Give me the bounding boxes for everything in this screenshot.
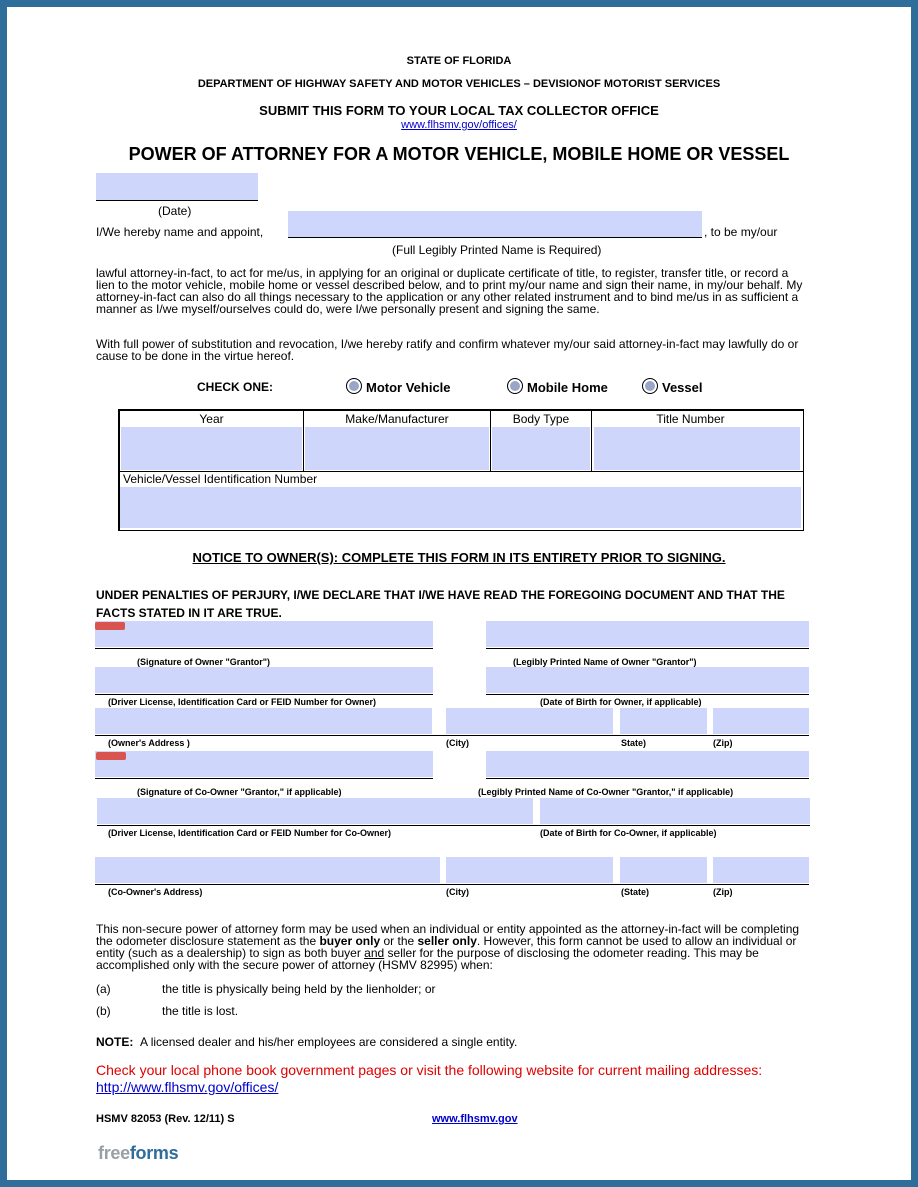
notice-to-owners: NOTICE TO OWNER(S): COMPLETE THIS FORM IN ITS ENTIRETY PRIOR TO SIGNING. [192, 550, 726, 565]
owner-state-field[interactable] [620, 708, 707, 734]
coowner-dob-field[interactable] [540, 798, 810, 824]
option-motor-vehicle[interactable] [346, 378, 451, 395]
odometer-text: This non-secure power of attorney form may be used when an individual or entity appointed as the attorney-in-fact will be completing the odometer disclosure statement as the [96, 922, 800, 948]
odometer-text: . However, this form cannot be used to allow an individual or entity (such as a dealership) to sign as both buyer [96, 934, 797, 960]
owner-zip-label: (Zip) [713, 738, 733, 748]
radio-icon[interactable] [346, 378, 362, 394]
freeforms-logo [98, 1143, 178, 1164]
owner-city-field[interactable] [446, 708, 613, 734]
offices-url-link[interactable]: http://www.flhsmv.gov/offices/ [96, 1079, 279, 1095]
underline [95, 884, 809, 885]
coowner-printed-name-field[interactable] [486, 751, 809, 777]
and-text: and [364, 946, 385, 960]
coowner-state-label: (State) [621, 887, 650, 897]
underline [486, 694, 809, 695]
underline [95, 778, 433, 779]
date-field[interactable] [96, 173, 258, 200]
option-mobile-home[interactable] [507, 378, 608, 395]
attorney-name-field[interactable] [288, 211, 702, 237]
seller-only-text: seller only [417, 934, 477, 948]
underline [486, 648, 809, 649]
submit-heading: SUBMIT THIS FORM TO YOUR LOCAL TAX COLLECTOR OFFICE [259, 103, 659, 118]
make-field[interactable] [305, 427, 489, 470]
underline [97, 825, 810, 826]
underline [486, 778, 809, 779]
logo-forms: forms [129, 1143, 179, 1163]
name-required-label: (Full Legibly Printed Name is Required) [392, 243, 602, 257]
option-vessel-label: Vessel [662, 380, 703, 395]
coowner-printed-name-label: (Legibly Printed Name of Co-Owner "Grantor," if applicable) [478, 787, 734, 797]
coowner-zip-field[interactable] [713, 857, 809, 883]
item-a-text: the title is physically being held by the lienholder; or [162, 982, 436, 996]
owner-address-field[interactable] [95, 708, 432, 734]
note-text: A licensed dealer and his/her employees are considered a single entity. [140, 1035, 518, 1049]
coowner-address-field[interactable] [95, 857, 440, 883]
coowner-city-label: (City) [446, 887, 469, 897]
logo-free: free [98, 1143, 130, 1163]
coowner-zip-label: (Zip) [713, 887, 733, 897]
item-a-mark: (a) [96, 982, 111, 996]
owner-license-label: (Driver License, Identification Card or FEID Number for Owner) [108, 697, 377, 707]
department-heading: DEPARTMENT OF HIGHWAY SAFETY AND MOTOR VEHICLES – DEVISIONOF MOTORIST SERVICES [197, 78, 721, 90]
header-body-type: Body Type [512, 412, 570, 426]
owner-dob-label: (Date of Birth for Owner, if applicable) [540, 697, 702, 707]
coowner-city-field[interactable] [446, 857, 613, 883]
owner-signature-field[interactable] [95, 621, 433, 647]
option-mobile-home-label: Mobile Home [527, 380, 608, 395]
owner-city-label: (City) [446, 738, 469, 748]
header-year: Year [199, 412, 224, 426]
year-field[interactable] [121, 427, 302, 470]
appoint-intro: I/We hereby name and appoint, [96, 225, 264, 239]
radio-icon[interactable] [642, 378, 658, 394]
sign-here-flag-icon [96, 752, 126, 760]
vin-label: Vehicle/Vessel Identification Number [123, 472, 318, 486]
note [96, 1035, 517, 1049]
coowner-license-label: (Driver License, Identification Card or FEID Number for Co-Owner) [108, 828, 392, 838]
appoint-suffix: , to be my/our [704, 225, 778, 239]
coowner-license-field[interactable] [97, 798, 533, 824]
item-b-mark: (b) [96, 1004, 111, 1018]
state-heading: STATE OF FLORIDA [406, 55, 512, 67]
coowner-address-label: (Co-Owner's Address) [108, 887, 203, 897]
underline [95, 648, 433, 649]
offices-link-wrap [7, 119, 911, 131]
body-type-field[interactable] [492, 427, 590, 470]
offices-url-wrap [96, 1079, 278, 1095]
website-link-wrap [432, 1113, 518, 1125]
date-underline [96, 200, 258, 201]
perjury-statement: UNDER PENALTIES OF PERJURY, I/WE DECLARE THAT I/WE HAVE READ THE FOREGOING DOCUMENT AND THAT THE FACTS STATED IN IT ARE TRUE. [96, 588, 785, 620]
coowner-signature-label: (Signature of Co-Owner "Grantor," if applicable) [137, 787, 342, 797]
mailing-address-notice: Check your local phone book government pages or visit the following website for current mailing addresses: [96, 1062, 763, 1078]
header-title-number: Title Number [656, 412, 725, 426]
item-b-text: the title is lost. [162, 1004, 239, 1018]
coowner-dob-label: (Date of Birth for Co-Owner, if applicable) [540, 828, 717, 838]
option-motor-vehicle-label: Motor Vehicle [366, 380, 451, 395]
owner-signature-label: (Signature of Owner "Grantor") [137, 657, 271, 667]
sign-here-flag-icon [95, 622, 125, 630]
owner-address-label: (Owner's Address ) [108, 738, 190, 748]
offices-link[interactable]: www.flhsmv.gov/offices/ [401, 119, 517, 131]
owner-state-label: State) [621, 738, 647, 748]
ratify-paragraph: With full power of substitution and revocation, I/we hereby ratify and confirm whatever my/our said attorney-in-fact may lawfully do or cause to be done in the virtue hereof. [96, 337, 799, 363]
form-title: POWER OF ATTORNEY FOR A MOTOR VEHICLE, MOBILE HOME OR VESSEL [128, 144, 790, 164]
date-label: (Date) [158, 204, 192, 218]
radio-icon[interactable] [507, 378, 523, 394]
underline [95, 735, 809, 736]
coowner-signature-field[interactable] [95, 751, 433, 777]
owner-printed-name-field[interactable] [486, 621, 809, 647]
odometer-text: seller for the purpose of disclosing the odometer reading. This may be accomplished only with the secure power of attorney (HSMV 82995) when: [96, 946, 759, 972]
authority-paragraph: lawful attorney-in-fact, to act for me/us, in applying for an original or duplicate certificate of title, to register, transfer title, or record a lien to the motor vehicle, mobile home or vessel described below, and to print my/our name and sign their name, in my/our behalf. My attorney-in-fact can also do all things necessary to the application or any other related instrument and to bind me/us in as sufficient a manner as I/we myself/ourselves could do, were I/we personally present and signing the same. [96, 266, 803, 316]
form-page [7, 7, 911, 1180]
vin-field[interactable] [120, 487, 801, 528]
title-number-field[interactable] [594, 427, 800, 470]
owner-zip-field[interactable] [713, 708, 809, 734]
coowner-state-field[interactable] [620, 857, 707, 883]
owner-printed-name-label: (Legibly Printed Name of Owner "Grantor") [513, 657, 697, 667]
buyer-only-text: buyer only [319, 934, 381, 948]
check-one-label: CHECK ONE: [197, 380, 274, 394]
option-vessel[interactable] [642, 378, 703, 395]
attorney-name-underline [288, 237, 702, 238]
odometer-paragraph [96, 923, 810, 971]
note-label: NOTE: [96, 1035, 134, 1049]
form-id: HSMV 82053 (Rev. 12/11) S [96, 1113, 235, 1125]
owner-dob-field[interactable] [486, 667, 809, 693]
website-link[interactable]: www.flhsmv.gov [432, 1113, 518, 1125]
owner-license-field[interactable] [95, 667, 433, 693]
header-make: Make/Manufacturer [345, 412, 449, 426]
underline [95, 694, 433, 695]
odometer-text: or the [380, 934, 418, 948]
